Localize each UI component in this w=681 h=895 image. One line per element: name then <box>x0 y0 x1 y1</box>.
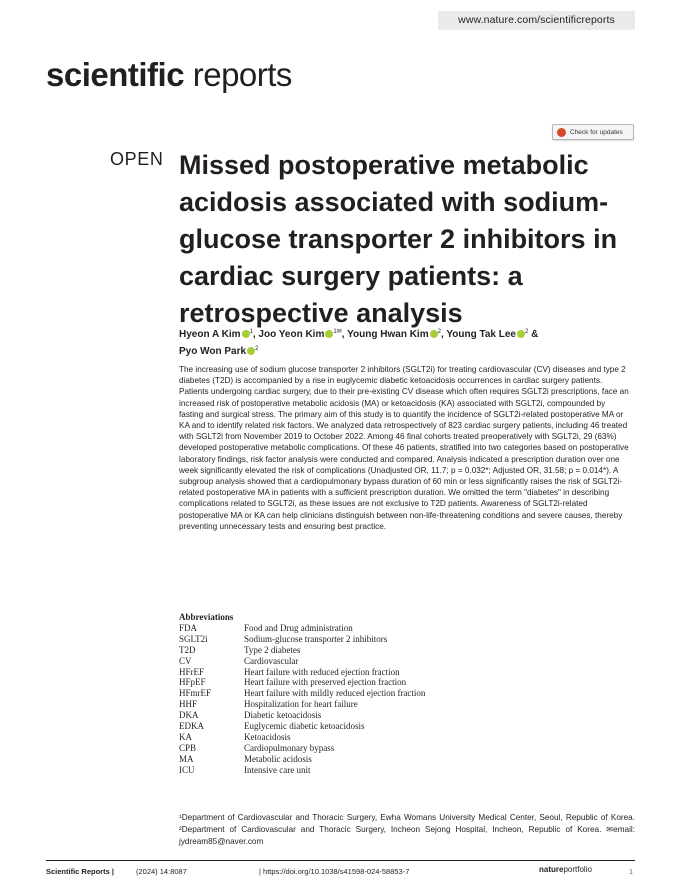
footer-citation: (2024) 14:8087 <box>136 867 187 876</box>
author-name: Joo Yeon Kim <box>258 329 325 340</box>
check-for-updates-button[interactable] <box>552 124 634 140</box>
footer-divider <box>46 860 635 861</box>
abbreviation-definition: Cardiopulmonary bypass <box>244 742 335 753</box>
abbreviation-row <box>179 765 599 776</box>
abbreviation-term: CV <box>179 655 192 666</box>
author-name: Pyo Won Park <box>179 346 247 357</box>
abbreviation-row <box>179 677 599 688</box>
abbreviation-term: KA <box>179 731 192 742</box>
abbreviation-row <box>179 634 599 645</box>
author-name: Hyeon A Kim <box>179 329 241 340</box>
author-affiliation: 1✉ <box>333 329 342 335</box>
abbreviation-definition: Food and Drug administration <box>244 623 353 633</box>
abbreviation-term: T2D <box>179 644 196 655</box>
abbreviation-row <box>179 743 599 754</box>
abbreviation-term: HFpEF <box>179 677 206 688</box>
journal-logo <box>46 56 292 94</box>
orcid-icon[interactable] <box>242 330 250 338</box>
author-affiliation: 2 <box>437 329 441 335</box>
author-2[interactable] <box>258 329 341 340</box>
abbreviations-heading: Abbreviations <box>179 612 234 622</box>
page-number: 1 <box>629 867 634 876</box>
orcid-icon[interactable] <box>430 330 438 338</box>
abbreviation-row <box>179 667 599 678</box>
journal-logo-light: reports <box>184 56 292 93</box>
abbreviation-definition: Hospitalization for heart failure <box>244 699 358 710</box>
abbreviation-row <box>179 688 599 699</box>
abbreviation-definition: Sodium-glucose transporter 2 inhibitors <box>244 633 388 644</box>
author-separator: , <box>341 329 348 340</box>
abbreviation-definition: Heart failure with reduced ejection fraction <box>244 666 400 677</box>
author-separator: , <box>440 329 447 340</box>
abbreviation-term: SGLT2i <box>179 633 208 644</box>
abbreviations-list <box>179 623 599 775</box>
journal-url[interactable]: www.nature.com/scientificreports <box>438 11 635 30</box>
abbreviation-row <box>179 699 599 710</box>
article-title: Missed postoperative metabolic acidosis associated with sodium-glucose transporter 2 inhibitors in cardiac surgery patients: a retrospective analysis <box>179 150 618 328</box>
journal-logo-bold: scientific <box>46 56 185 93</box>
author-affiliation: 1 <box>249 329 253 335</box>
abbreviation-term: MA <box>179 753 194 764</box>
publisher-logo-light: portfolio <box>563 865 592 874</box>
affiliations: ¹Department of Cardiovascular and Thoracic Surgery, Ewha Womans University Medical Center, Seoul, Republic of Korea. ²Department of Cardiovascular and Thoracic Surgery, Incheon Sejong Hospital, Incheon, Republic of Korea. ✉email: jydream85@naver.com <box>179 813 635 846</box>
author-4[interactable] <box>446 329 528 340</box>
author-list <box>179 325 599 359</box>
abbreviation-row <box>179 721 599 732</box>
author-separator: , <box>252 329 259 340</box>
abbreviation-term: FDA <box>179 623 198 633</box>
abbreviation-term: HFmrEF <box>179 688 212 699</box>
abbreviation-definition: Cardiovascular <box>244 655 299 666</box>
abbreviation-row <box>179 645 599 656</box>
check-updates-icon <box>557 128 566 137</box>
abbreviation-term: DKA <box>179 710 199 721</box>
abbreviation-definition: Euglycemic diabetic ketoacidosis <box>244 721 365 732</box>
publisher-logo-bold: nature <box>539 865 564 874</box>
abbreviation-term: HHF <box>179 699 198 710</box>
footer-doi-link[interactable]: | https://doi.org/10.1038/s41598-024-58853-7 <box>259 867 410 876</box>
publisher-logo <box>539 865 592 874</box>
abbreviation-row <box>179 623 599 634</box>
abbreviation-term: HFrEF <box>179 666 205 677</box>
abbreviation-row <box>179 656 599 667</box>
abbreviation-term: ICU <box>179 764 195 775</box>
orcid-icon[interactable] <box>247 347 255 355</box>
author-3[interactable] <box>347 329 441 340</box>
abbreviation-definition: Type 2 diabetes <box>244 644 301 655</box>
author-name: Young Tak Lee <box>446 329 516 340</box>
check-updates-label: Check for updates <box>570 129 623 136</box>
abbreviation-definition: Heart failure with preserved ejection fraction <box>244 677 407 688</box>
footer-journal: Scientific Reports | <box>46 867 114 876</box>
abbreviation-term: CPB <box>179 742 197 753</box>
abbreviation-definition: Diabetic ketoacidosis <box>244 710 322 721</box>
abbreviation-row <box>179 710 599 721</box>
author-separator: & <box>528 329 539 340</box>
abbreviation-definition: Metabolic acidosis <box>244 753 312 764</box>
abbreviation-definition: Ketoacidosis <box>244 731 291 742</box>
abbreviation-definition: Heart failure with mildly reduced ejection fraction <box>244 688 426 699</box>
author-affiliation: 2 <box>255 346 259 352</box>
abbreviation-row <box>179 732 599 743</box>
author-name: Young Hwan Kim <box>347 329 429 340</box>
orcid-icon[interactable] <box>517 330 525 338</box>
abstract: The increasing use of sodium glucose transporter 2 inhibitors (SGLT2i) for treating cardiovascular (CV) diseases and type 2 diabetes (T2D) is accompanied by a rise in euglycemic diabetic ketoacidosis occurrences in cardiac surgery patients. Patients undergoing cardiac surgery, due to their pre-existing CV disease which often requires SGLT2i prescriptions, face an increased risk of postoperative metabolic acidosis (MA) or ketoacidosis (KA) associated with SGLT2i, compounded by fasting and surgical stress. The primary aim of this study is to quantify the incidence of SGLT2i-related postoperative MA or KA and to identify related risk factors. We analyzed data retrospectively of 823 cardiac surgery patients, including 46 treated with SGLT2i from November 2019 to October 2022. Among 46 final cohorts treated preoperatively with SGLT2i, 29 (63%) developed postoperative metabolic complications. Of these 46 patients, stratified into two categories based on postoperative laboratory findings, risk factor analysis were conducted and compared. Analysis indicated a prescription duration over one week significantly elevated the risk of complications (Unadjusted OR, 11.7; p = 0.032*; Adjusted OR, 31.58; p = 0.014*). A subgroup analysis showed that a cardiopulmonary bypass duration of 60 min or less significantly raises the risk of SGLT2i-related postoperative MA in patients with a sufficient prescription duration. We omitted the term "diabetes" in describing complications related to SGLT2i, as these issues are not exclusive to T2D patients. Awareness of SGLT2i-related postoperative MA or KA can help clinicians distinguish between non-life-threatening conditions and severe causes, thereby preventing unnecessary tests and ensuring best practice. <box>179 365 629 531</box>
abbreviation-term: EDKA <box>179 721 204 732</box>
abbreviation-row <box>179 754 599 765</box>
abbreviation-definition: Intensive care unit <box>244 764 311 775</box>
author-1[interactable] <box>179 329 253 340</box>
author-affiliation: 2 <box>524 329 529 335</box>
open-access-label: OPEN <box>110 149 164 169</box>
author-5[interactable] <box>179 346 258 357</box>
